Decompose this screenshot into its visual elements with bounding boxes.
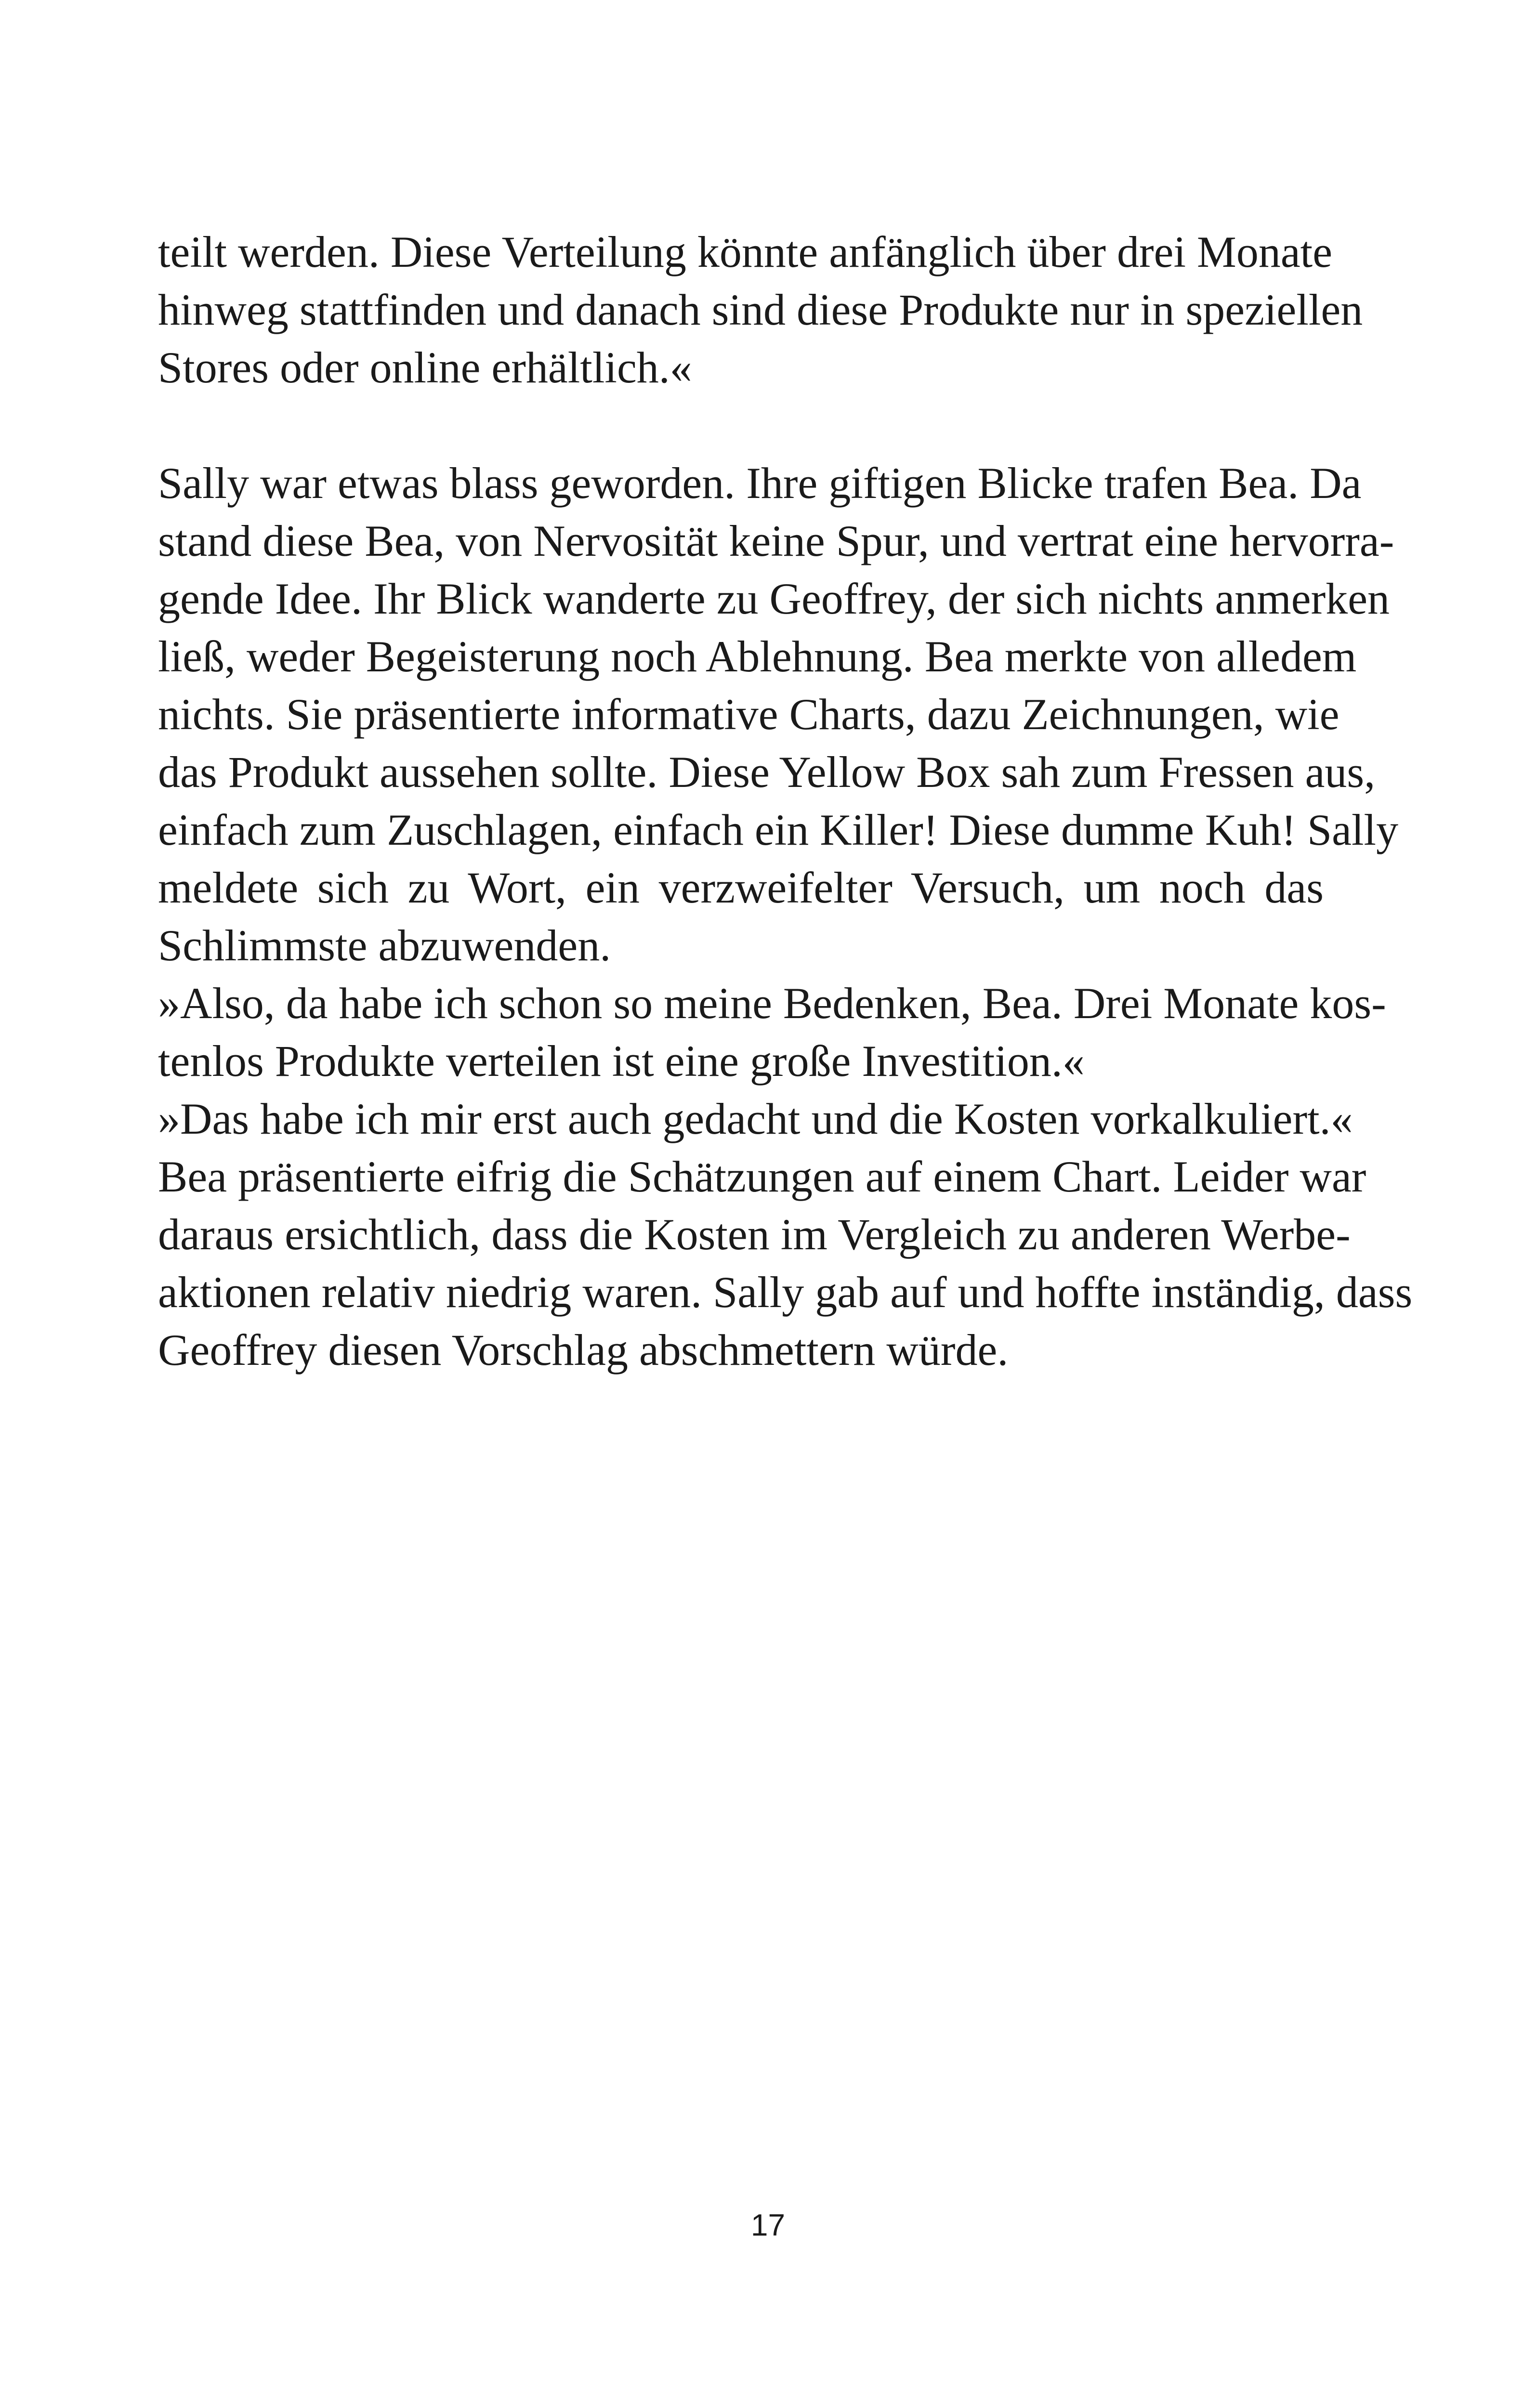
paragraph-5 [158,1148,1413,1379]
text-line: das Produkt aussehen sollte. Diese Yellow Box sah zum Fressen aus, [158,747,1376,797]
text-line: Schlimmste abzuwenden. [158,921,611,970]
text-line: einfach zum Zuschlagen, einfach ein Killer! Diese dumme Kuh! Sally [158,805,1399,854]
text-line: meldete sich zu Wort, ein verzweifelter Versuch, um noch das [158,863,1324,912]
text-line: tenlos Produkte verteilen ist eine große Investition.« [158,1036,1085,1086]
text-line: ließ, weder Begeisterung noch Ablehnung. Bea merkte von alledem [158,632,1357,681]
paragraph-3 [158,974,1386,1090]
text-line: stand diese Bea, von Nervosität keine Spur, und vertrat eine hervorra- [158,516,1394,565]
text-line: »Das habe ich mir erst auch gedacht und die Kosten vorkalkuliert.« [158,1094,1353,1143]
text-line: Bea präsentierte eifrig die Schätzungen auf einem Chart. Leider war [158,1152,1366,1201]
page-number: 17 [750,2208,786,2242]
text-line: Geoffrey diesen Vorschlag abschmettern würde. [158,1325,1009,1374]
text-line: daraus ersichtlich, dass die Kosten im Vergleich zu anderen Werbe- [158,1210,1351,1259]
paragraph-1 [158,223,1363,396]
text-line: hinweg stattfinden und danach sind diese Produkte nur in speziellen [158,285,1363,334]
body-text [158,223,1413,1379]
text-line: Sally war etwas blass geworden. Ihre giftigen Blicke trafen Bea. Da [158,458,1362,508]
text-line: nichts. Sie präsentierte informative Charts, dazu Zeichnungen, wie [158,690,1339,739]
text-line: aktionen relativ niedrig waren. Sally gab auf und hoffte inständig, dass [158,1268,1413,1317]
text-line: gende Idee. Ihr Blick wanderte zu Geoffrey, der sich nichts anmerken [158,574,1390,623]
paragraph-2 [158,454,1399,974]
paragraph-4 [158,1090,1353,1148]
text-line: »Also, da habe ich schon so meine Bedenken, Bea. Drei Monate kos- [158,979,1386,1028]
text-line: Stores oder online erhältlich.« [158,343,692,392]
paragraph-spacer [158,396,1324,454]
text-line: teilt werden. Diese Verteilung könnte anfänglich über drei Monate [158,227,1333,276]
